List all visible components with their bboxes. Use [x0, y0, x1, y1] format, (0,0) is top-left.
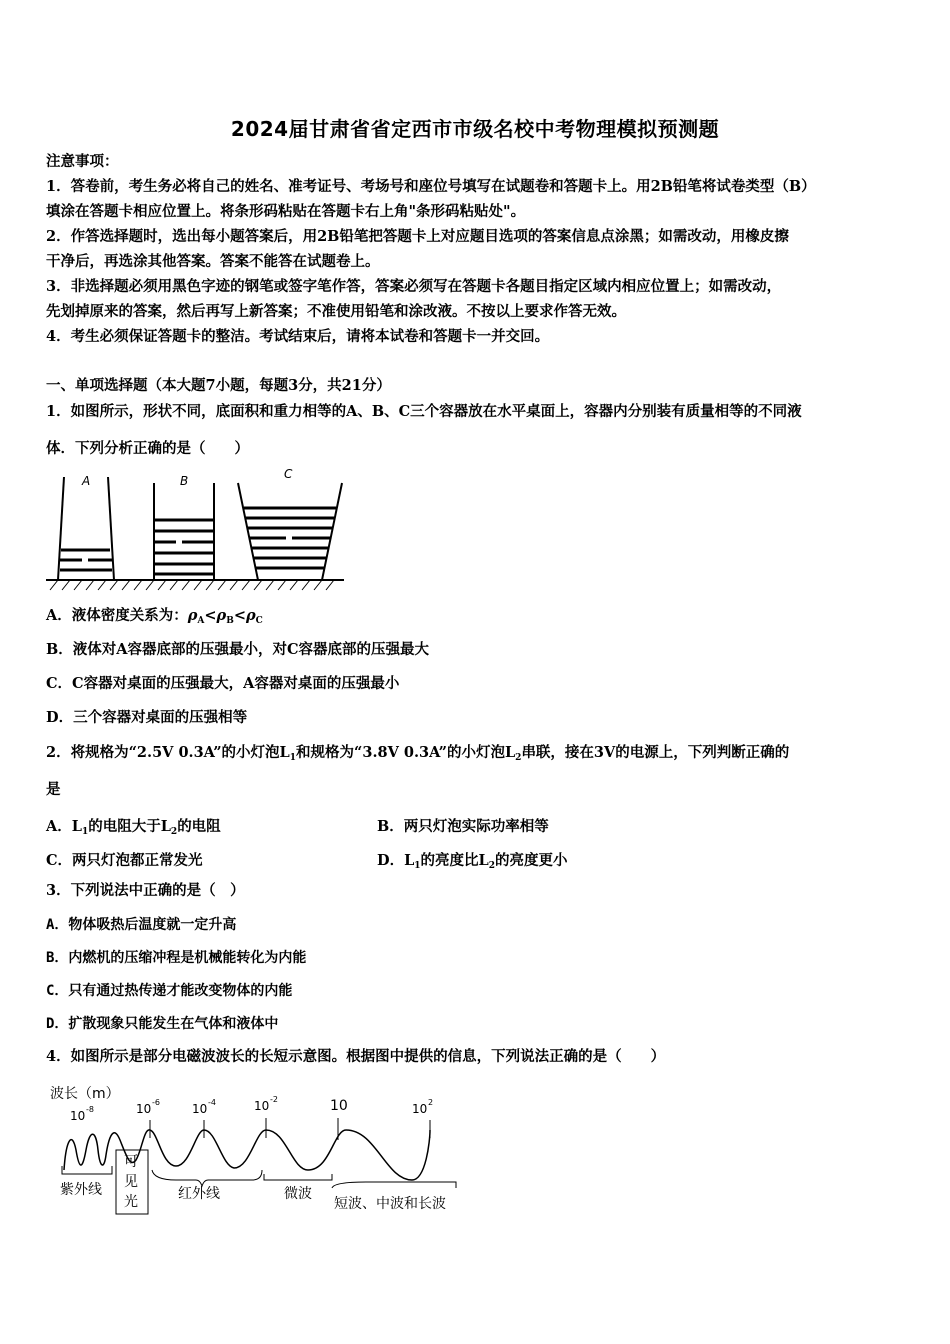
tick-base: 10: [70, 1109, 86, 1123]
container-label: C: [284, 467, 293, 481]
notice-line: 先划掉原来的答案，然后再写上新答案；不准使用铅笔和涂改液。不按以上要求作答无效。: [46, 303, 626, 320]
q2-option-d: [377, 849, 568, 871]
band-visible: 见: [124, 1174, 138, 1190]
subscript: 2: [170, 827, 178, 837]
tick-base: 10: [192, 1102, 208, 1116]
option-text: A．液体密度关系为：: [46, 607, 188, 624]
page-title: 2024届甘肃省省定西市市级名校中考物理模拟预测题: [230, 117, 720, 141]
tick-base: 10: [330, 1098, 348, 1114]
wave-curve: [64, 1130, 430, 1180]
band-visible: 光: [124, 1194, 138, 1210]
band-microwave: 微波: [284, 1186, 312, 1202]
tick-exp: -6: [152, 1098, 160, 1107]
axis-label: 波长（m）: [50, 1086, 120, 1102]
text: 的亮度更小: [495, 852, 568, 869]
tick-labels: [70, 1095, 433, 1123]
container-label: A: [82, 474, 91, 488]
rho-symbol: ρ: [187, 607, 198, 624]
container-a: [58, 474, 114, 580]
tick-base: 10: [136, 1102, 152, 1116]
text: 的电阻大于L: [88, 818, 171, 835]
text: 的亮度比L: [420, 852, 489, 869]
notice-line: 3．非选择题必须用黑色字迹的钢笔或签字笔作答，答案必须写在答题卡各题目指定区域内相应位置上；如需改动，: [46, 278, 782, 295]
q3-option-d: D．扩散现象只能发生在气体和液体中: [46, 1016, 279, 1032]
q3-stem: 3．下列说法中正确的是（ ）: [46, 882, 245, 899]
q3-option-b: B．内燃机的压缩冲程是机械能转化为内能: [46, 950, 307, 966]
subscript: 1: [414, 861, 421, 871]
notice-line: 2．作答选择题时，选出每小题答案后，用2B铅笔把答题卡上对应题目选项的答案信息点涂黑；如需改动，用橡皮擦: [46, 228, 789, 245]
container-c: [238, 467, 342, 580]
q3-option-a: A．物体吸热后温度就一定升高: [46, 917, 237, 933]
subscript: C: [255, 616, 263, 626]
tick-exp: -8: [86, 1105, 94, 1114]
q2-option-a: [46, 815, 221, 837]
q1-stem: 1．如图所示，形状不同，底面积和重力相等的A、B、C三个容器放在水平桌面上，容器内分别装有质量相等的不同液: [46, 403, 802, 420]
q1-option-c: C．C容器对桌面的压强最大，A容器对桌面的压强最小: [46, 675, 400, 692]
less-than: <: [204, 607, 217, 624]
q1-option-d: D．三个容器对桌面的压强相等: [46, 709, 248, 726]
container-b: [154, 474, 214, 580]
band-radio: 短波、中波和长波: [334, 1196, 446, 1212]
subscript: 1: [289, 753, 297, 763]
q2-option-c: C．两只灯泡都正常发光: [46, 852, 203, 869]
subscript: 2: [488, 861, 496, 871]
text: 的电阻: [177, 818, 221, 835]
band-ir: 红外线: [178, 1186, 220, 1202]
subscript: A: [197, 616, 205, 626]
q4-stem: 4．如图所示是部分电磁波波长的长短示意图。根据图中提供的信息，下列说法正确的是（ ）: [46, 1048, 666, 1065]
text: D．L: [377, 852, 415, 869]
tick-exp: -2: [270, 1095, 278, 1104]
less-than: <: [233, 607, 246, 624]
tick-base: 10: [254, 1099, 270, 1113]
container-label: B: [180, 474, 189, 488]
rho-symbol: ρ: [245, 607, 256, 624]
notice-line: 1．答卷前，考生务必将自己的姓名、准考证号、考场号和座位号填写在试题卷和答题卡上。用2B铅笔将试卷类型（B）: [46, 178, 816, 195]
band-uv: 紫外线: [60, 1182, 102, 1198]
q1-option-b: B．液体对A容器底部的压强最小，对C容器底部的压强最大: [46, 641, 430, 658]
tick-base: 10: [412, 1102, 428, 1116]
notice-line: 干净后，再选涂其他答案。答案不能答在试题卷上。: [46, 253, 380, 270]
subscript: 1: [81, 827, 89, 837]
q2-stem: [46, 744, 789, 767]
q2-stem: 是: [46, 781, 61, 798]
tick-exp: 2: [428, 1098, 434, 1107]
subscript: 2: [515, 753, 522, 763]
text: 2．将规格为“2.5V 0.3A”的小灯泡L: [46, 744, 290, 761]
notice-heading: 注意事项：: [46, 153, 119, 170]
text: A．L: [46, 818, 82, 835]
tick-exp: -4: [208, 1098, 216, 1107]
text: 和规格为“3.8V 0.3A”的小灯泡L: [296, 744, 516, 761]
section-heading: 一、单项选择题（本大题7小题，每题3分，共21分）: [46, 377, 391, 394]
band-visible: 可: [124, 1154, 138, 1170]
text: 串联，接在3V的电源上，下列判断正确的: [521, 744, 790, 761]
containers-figure: [46, 465, 346, 593]
notice-line: 填涂在答题卡相应位置上。将条形码粘贴在答题卡右上角"条形码粘贴处"。: [46, 203, 526, 220]
rho-symbol: ρ: [216, 607, 227, 624]
q1-stem: 体．下列分析正确的是（ ）: [46, 440, 249, 457]
q3-option-c: C．只有通过热传递才能改变物体的内能: [46, 983, 293, 999]
em-spectrum-figure: [46, 1080, 476, 1220]
subscript: B: [226, 616, 234, 626]
notice-line: 4．考生必须保证答题卡的整洁。考试结束后，请将本试卷和答题卡一并交回。: [46, 328, 550, 345]
q2-option-b: B．两只灯泡实际功率相等: [377, 818, 549, 835]
band-labels: [60, 1154, 446, 1212]
q1-option-a: [46, 607, 263, 630]
